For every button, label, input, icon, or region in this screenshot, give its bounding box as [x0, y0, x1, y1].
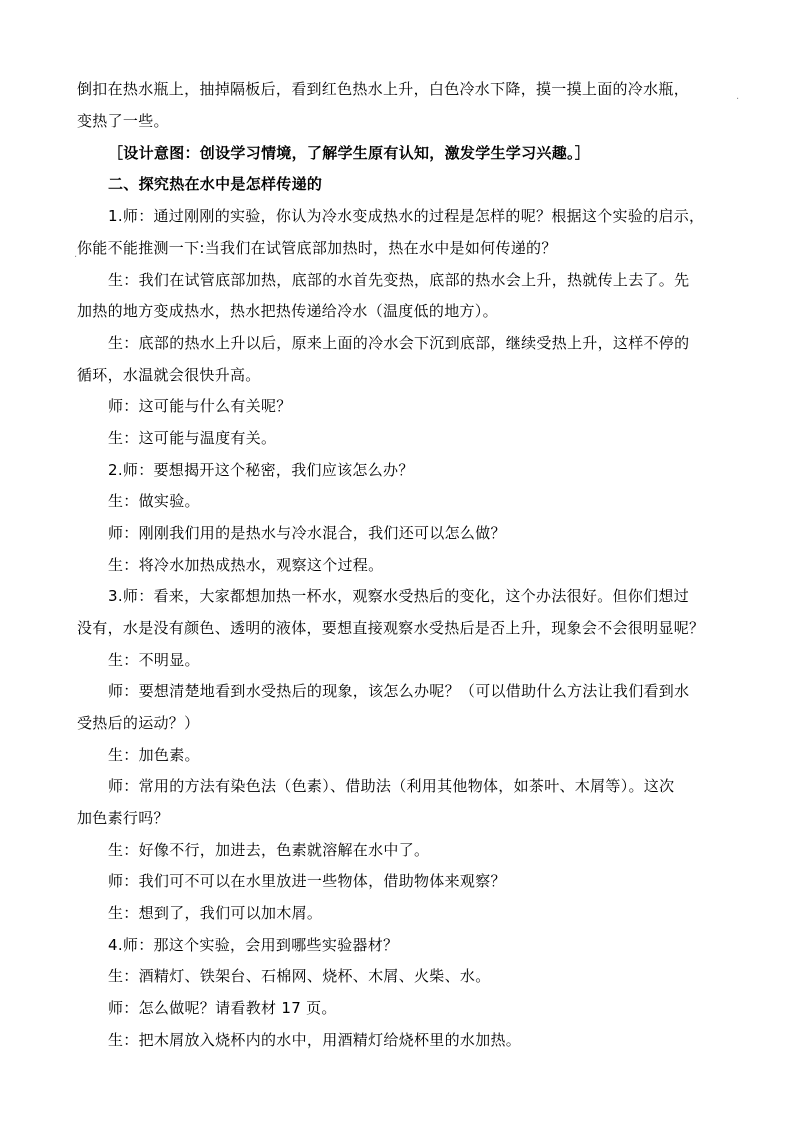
text-line: 生：想到了，我们可以加木屑。: [108, 904, 323, 922]
text-line: 生：不明显。: [108, 651, 200, 669]
paragraph-mark: .: [74, 249, 78, 260]
text-line: 生：好像不行，加进去，色素就溶解在水中了。: [108, 841, 430, 859]
text-line: 师：刚刚我们用的是热水与冷水混合，我们还可以怎么做？: [108, 524, 506, 542]
text-line: 你能不能推测一下:当我们在试管底部加热时，热在水中是如何传递的？: [77, 239, 557, 257]
design-intent-note: ［设计意图：创设学习情境，了解学生原有认知，激发学生学习兴趣。］: [108, 144, 591, 162]
text-line: 倒扣在热水瓶上，抽掉隔板后，看到红色热水上升，白色冷水下降，摸一摸上面的冷水瓶，: [77, 80, 690, 98]
text-line: 生：做实验。: [108, 492, 200, 510]
text-line: 循环，水温就会很快升高。: [77, 366, 261, 384]
text-line: 师：我们可不可以在水里放进一些物体，借助物体来观察？: [108, 872, 506, 890]
section-heading: 二、探究热在水中是怎样传递的: [108, 175, 323, 193]
text-line: 师：怎么做呢？请看教材 17 页。: [108, 999, 337, 1017]
text-line: 生：酒精灯、铁架台、石棉网、烧杯、木屑、火柴、水。: [108, 967, 491, 985]
text-line: 受热后的运动？）: [77, 714, 200, 732]
text-line: 师：这可能与什么有关呢？: [108, 397, 292, 415]
text-line: 加热的地方变成热水，热水把热传递给冷水（温度低的地方）。: [77, 302, 498, 320]
text-line: 生：将冷水加热成热水，观察这个过程。: [108, 556, 384, 574]
text-line: 变热了一些。: [77, 112, 169, 130]
text-line: 生：把木屑放入烧杯内的水中，用酒精灯给烧杯里的水加热。: [108, 1031, 522, 1049]
text-line: 1.师：通过刚刚的实验，你认为冷水变成热水的过程是怎样的呢？根据这个实验的启示，: [108, 207, 705, 225]
text-line: 2.师：要想揭开这个秘密，我们应该怎么办？: [108, 461, 414, 479]
text-line: 加色素行吗？: [77, 809, 169, 827]
text-line: 生：这可能与温度有关。: [108, 429, 277, 447]
text-line: 师：常用的方法有染色法（色素）、借助法（利用其他物体，如茶叶、木屑等）。这次: [108, 777, 675, 795]
text-line: 生：我们在试管底部加热，底部的水首先变热，底部的热水会上升，热就传上去了。先: [108, 271, 690, 289]
text-line: 没有，水是没有颜色、透明的液体，要想直接观察水受热后是否上升，现象会不会很明显呢？: [77, 619, 705, 637]
text-line: 生：加色素。: [108, 746, 200, 764]
text-line: 4.师：那这个实验，会用到哪些实验器材？: [108, 936, 399, 954]
text-line: 3.师：看来，大家都想加热一杯水，观察水受热后的变化，这个办法很好。但你们想过: [108, 587, 690, 605]
paragraph-mark: .: [736, 91, 740, 102]
text-line: 师：要想清楚地看到水受热后的现象，该怎么办呢？（可以借助什么方法让我们看到水: [108, 682, 690, 700]
text-line: 生：底部的热水上升以后，原来上面的冷水会下沉到底部，继续受热上升，这样不停的: [108, 334, 690, 352]
